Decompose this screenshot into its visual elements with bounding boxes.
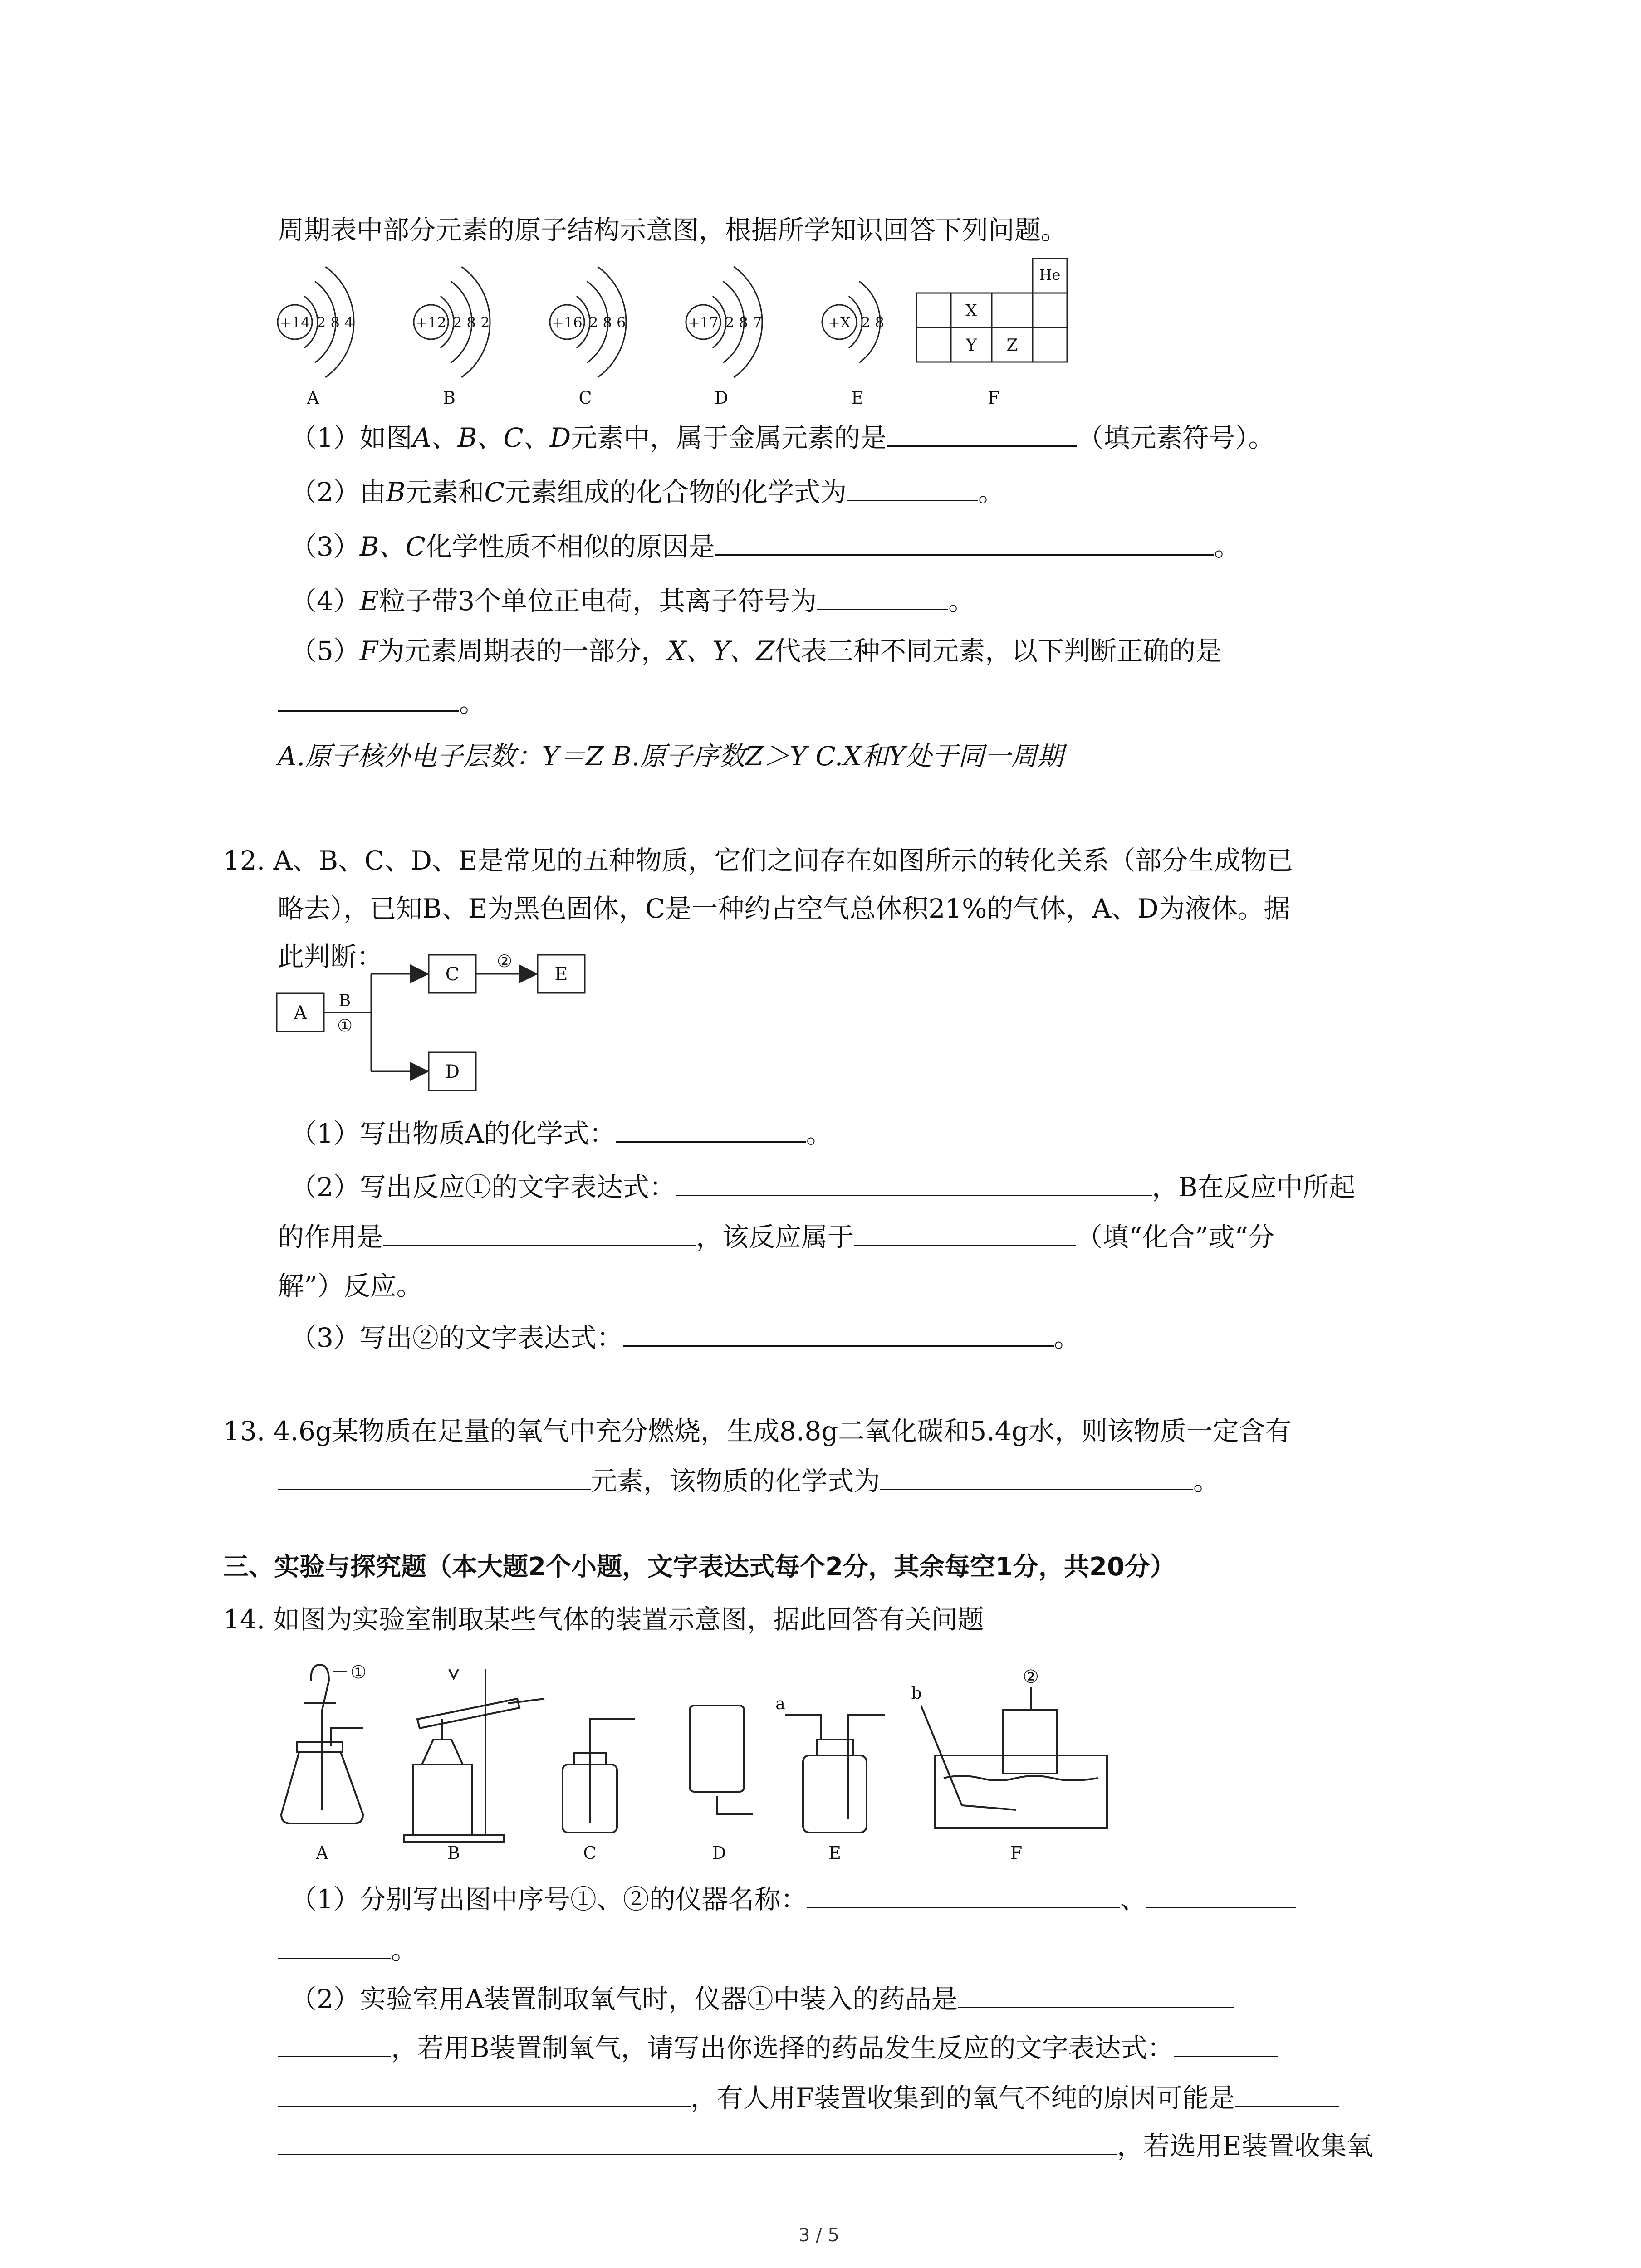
answer-blank[interactable]: [1235, 2081, 1339, 2107]
table-y: Y: [966, 336, 977, 355]
answer-blank[interactable]: [880, 1464, 1193, 1490]
q11-part3: （3）B、C化学性质不相似的原因是 。: [290, 530, 1240, 562]
q14-part2-d: ，若选用E装置收集氧: [278, 2129, 1373, 2162]
section-3-heading: 三、实验与探究题（本大题2个小题，文字表达式每个2分，其余每空1分，共20分）: [223, 1552, 1176, 1582]
reaction-1-mark: ①: [337, 1016, 353, 1036]
mark-2: ②: [1023, 1667, 1039, 1687]
atom-e: [822, 282, 884, 408]
port-b: b: [911, 1684, 922, 1703]
apparatus-a-label: A: [316, 1843, 328, 1863]
q11-part5: （5）F为元素周期表的一部分，X、Y、Z代表三种不同元素，以下判断正确的是: [290, 635, 1222, 666]
reaction-2-mark: ②: [496, 951, 513, 971]
node-e: E: [554, 964, 568, 985]
answer-blank[interactable]: [676, 1170, 1152, 1196]
q14-part2: （2）实验室用A装置制取氧气时，仪器①中装入的药品是: [290, 1982, 1234, 2015]
node-a: A: [294, 1002, 307, 1023]
node-c: C: [445, 964, 460, 985]
answer-blank[interactable]: [807, 1882, 1120, 1908]
answer-blank[interactable]: [854, 1220, 1076, 1246]
atom-c: [550, 267, 626, 408]
answer-blank[interactable]: [278, 1933, 391, 1959]
q14-stem: 14. 如图为实验室制取某些气体的装置示意图，据此回答有关问题: [223, 1604, 984, 1635]
answer-blank[interactable]: [817, 584, 948, 610]
q12-part3: （3）写出②的文字表达式： 。: [290, 1321, 1080, 1354]
q13-answer-line: 元素，该物质的化学式为 。: [278, 1464, 1220, 1497]
answer-blank[interactable]: [278, 686, 459, 712]
q12-part2-b: 的作用是 ，该反应属于 （填“化合”或“分: [278, 1220, 1274, 1253]
answer-blank[interactable]: [623, 1321, 1054, 1347]
q11-options: A.原子核外电子层数：Y＝Z B.原子序数Z＞Y C.X和Y处于同一周期: [278, 741, 1063, 772]
node-d: D: [445, 1061, 460, 1082]
answer-blank[interactable]: [715, 530, 1214, 556]
table-he: He: [1039, 266, 1061, 284]
conversion-diagram: [272, 948, 635, 1098]
apparatus-c-label: C: [583, 1843, 597, 1863]
nucleus-charge: +X: [828, 314, 851, 331]
answer-blank[interactable]: [383, 1220, 696, 1246]
answer-blank[interactable]: [1174, 2031, 1278, 2057]
atom-b: [414, 267, 490, 408]
q12-part2-c: 解”）反应。: [278, 1271, 423, 1301]
q12-part2: （2）写出反应①的文字表达式： ，B在反应中所起: [290, 1170, 1356, 1203]
atom-caption: A: [307, 388, 319, 408]
q14-part2-c: ，有人用F装置收集到的氧气不纯的原因可能是: [278, 2081, 1339, 2114]
catalyst-b: B: [338, 992, 351, 1010]
answer-blank[interactable]: [278, 2031, 391, 2057]
nucleus-charge: +12: [416, 314, 446, 331]
atom-caption: D: [714, 388, 729, 408]
q11-intro: 周期表中部分元素的原子结构示意图，根据所学知识回答下列问题。: [278, 215, 1068, 245]
q14-part1: （1）分别写出图中序号①、②的仪器名称： 、: [290, 1882, 1296, 1915]
answer-blank[interactable]: [616, 1117, 806, 1143]
q12-stem-1: 12. A、B、C、D、E是常见的五种物质，它们之间存在如图所示的转化关系（部分生成物已: [223, 845, 1293, 876]
q11-part5-blank: 。: [278, 686, 485, 719]
shell-electrons: 2 8 6: [589, 314, 626, 331]
mark-1: ①: [350, 1662, 367, 1683]
atom-caption: E: [851, 388, 864, 408]
page-number: 3 / 5: [798, 2225, 839, 2246]
atom-caption: C: [578, 388, 592, 408]
lab-apparatus: [272, 1660, 1434, 1863]
q14-part2-b: ，若用B装置制氧气，请写出你选择的药品发生反应的文字表达式：: [278, 2031, 1278, 2064]
q12-stem-3: 此判断：: [278, 941, 383, 972]
periodic-table-fragment: [912, 254, 1093, 426]
nucleus-charge: +14: [279, 314, 310, 331]
atom-caption: B: [443, 388, 456, 408]
q11-part2: （2）由B元素和C元素组成的化合物的化学式为 。: [290, 475, 1004, 508]
shell-electrons: 2 8 2: [453, 314, 490, 331]
apparatus-b-label: B: [447, 1843, 460, 1863]
electron-shell: [849, 296, 862, 348]
answer-blank[interactable]: [278, 2129, 1117, 2155]
shell-electrons: 2 8 4: [317, 314, 354, 331]
answer-blank[interactable]: [847, 475, 978, 501]
q11-part1: （1）如图A、B、C、D元素中，属于金属元素的是 （填元素符号）。: [290, 421, 1274, 454]
table-z: Z: [1006, 336, 1018, 355]
answer-blank[interactable]: [278, 1464, 591, 1490]
apparatus-f-label: F: [1010, 1843, 1023, 1863]
answer-blank[interactable]: [1146, 1882, 1296, 1908]
apparatus-e-label: E: [828, 1843, 841, 1863]
shell-electrons: 2 8: [861, 314, 884, 331]
nucleus-charge: +17: [688, 314, 719, 331]
port-a: a: [775, 1695, 785, 1713]
q11-part4: （4）E粒子带3个单位正电荷，其离子符号为 。: [290, 584, 975, 617]
q14-part1-cont: 。: [278, 1933, 417, 1966]
q13-stem: 13. 4.6g某物质在足量的氧气中充分燃烧，生成8.8g二氧化碳和5.4g水，则该物质一定含有: [223, 1416, 1292, 1447]
atom-d: [686, 267, 762, 408]
table-caption: F: [987, 388, 1000, 408]
atom-a: [278, 267, 354, 408]
answer-blank[interactable]: [958, 1982, 1234, 2008]
table-x: X: [965, 302, 977, 320]
answer-blank[interactable]: [278, 2081, 691, 2107]
shell-electrons: 2 8 7: [725, 314, 762, 331]
q12-stem-2: 略去），已知B、E为黑色固体，C是一种约占空气总体积21%的气体，A、D为液体。据: [278, 893, 1290, 924]
answer-blank[interactable]: [887, 421, 1077, 447]
nucleus-charge: +16: [552, 314, 583, 331]
apparatus-d-label: D: [712, 1843, 726, 1863]
q12-part1: （1）写出物质A的化学式： 。: [290, 1117, 833, 1149]
